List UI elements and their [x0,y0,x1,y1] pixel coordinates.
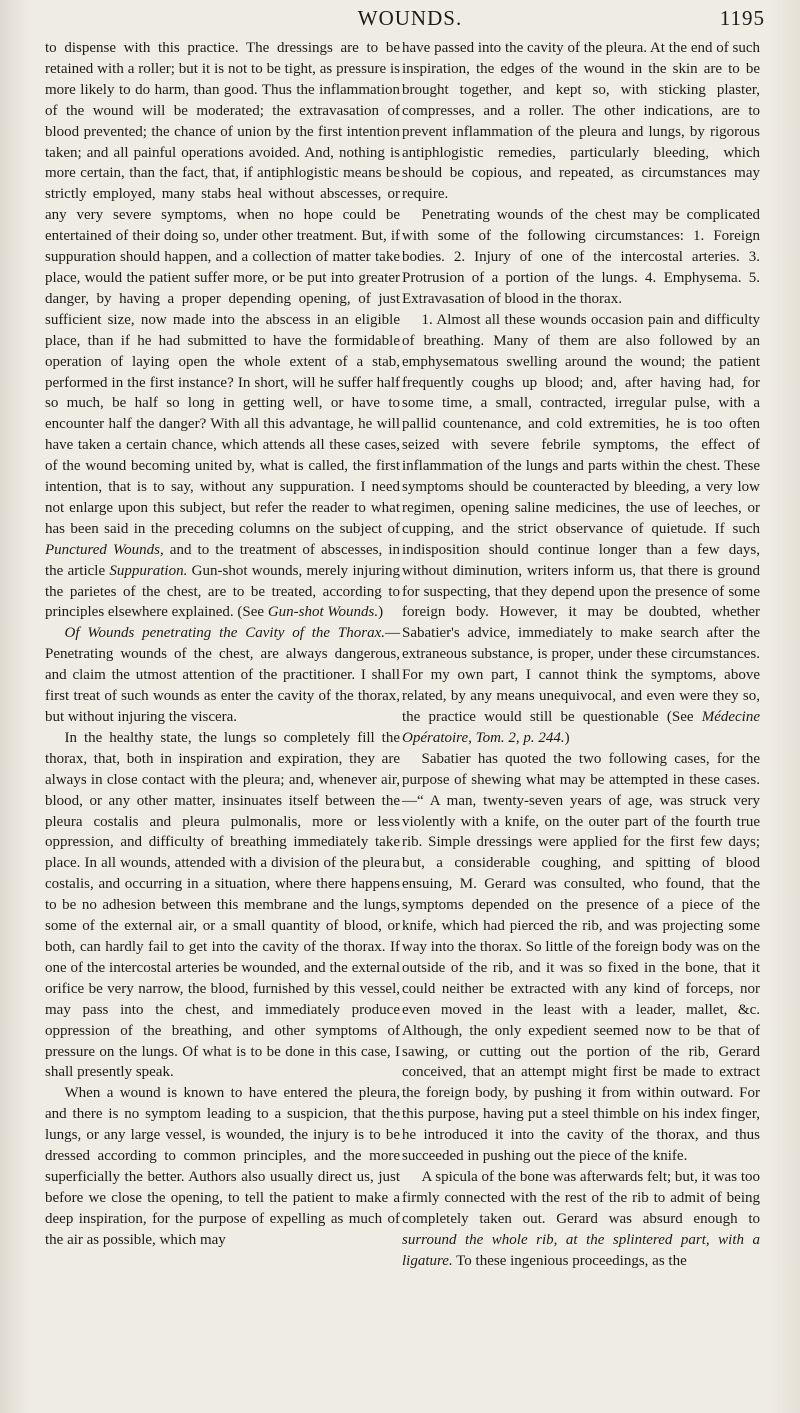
paragraph [402,310,760,749]
page-number: 1195 [719,6,765,30]
italic-run: Gun-shot Wounds. [267,604,379,621]
right-column [402,38,760,1271]
paragraph: Penetrating wounds of the chest may be complicated with some of the following circumstances: 1. Foreign bodies. 2. Injury of one of the intercostal arteries. 3. Protrusion of a portion of the lungs. 4. Emphysema. 5. Extravasation of blood in the thorax. [402,207,760,307]
text-run: A spicula of the bone was afterwards felt; but, it was too firmly connected with the rest of the rib to admit of being completely taken out. Gerard was absurd enough to [402,1168,760,1227]
text-run: ) [378,604,384,621]
text-run: ) [564,729,570,746]
text-run: Gun-shot wounds, merely injuring the parietes of the chest, are to be treated, according to principles elsewhere explained. (See [45,562,400,621]
paragraph: Sabatier has quoted the two following cases, for the purpose of shewing what may be attempted in these cases.—“ A man, twenty-seven years of age, was struck very violently with a knife, on the outer part of the fourth true rib. Simple dressings were applied for the first few days; but, a considerable coughing, and spitting of blood ensuing, M. Gerard was consulted, who found, that the symptoms depended on the presence of a piece of the knife, which had pierced the rib, and was projecting some way into the thorax. So little of the foreign body was on the outside of the rib, and it was so fixed in the bone, that it could neither be extracted with any kind of forceps, nor even moved in the least with a leader, mallet, &c. Although, the only expedient seemed now to be that of sawing, or cutting out the portion of the rib, Gerard conceived, that an attempt might first be made to extract the foreign body, by pushing it from within outward. For this purpose, having put a steel thimble on his index finger, he introduced it into the cavity of the thorax, and thus succeeded in pushing out the piece of the knife. [402,750,760,1165]
section-heading-paragraph [45,623,400,728]
paragraph: In the healthy state, the lungs so completely fill the thorax, that, both in inspiration and expiration, they are always in close contact with the pleura; and, whenever air, blood, or any other matter, insinuates itself between the pleura costalis and pleura pulmonalis, more or less oppression, and difficulty of breathing immediately take place. In all wounds, attended with a division of the pleura costalis, and occurring in a situation, where there happens to be no adhesion between this membrane and the lungs, some of the external air, or a small quantity of blood, or both, can hardly fail to get into the cavity of the thorax. If one of the intercostal arteries be wounded, and the external orifice be very narrow, the blood, furnished by this vessel, may pass into the chest, and immediately produce oppression of the breathing, and other symptoms of pressure on the lungs. Of what is to be done in this case, I shall presently speak. [45,729,400,1081]
left-column [45,38,400,1251]
paragraph [402,1167,760,1272]
text-run: To these ingenious proceedings, as the [452,1252,687,1269]
italic-run: Médecine Opératoire, Tom. 2, p. 244. [402,709,760,746]
italic-run: Suppuration. [109,562,188,579]
paragraph [45,38,400,623]
text-run: —Penetrating wounds of the chest, are always dangerous, and claim the utmost attention of the practitioner. I shall first treat of such wounds as enter the cavity of the thorax, but without injuring the viscera. [45,625,400,725]
running-head [55,6,765,38]
paragraph: have passed into the cavity of the pleura. At the end of such inspiration, the edges of the wound in the skin are to be brought together, and kept so, with sticking plaster, compresses, and a roller. The other indications, are to prevent inflammation of the pleura and lungs, by rigorous antiphlogistic remedies, particularly bleeding, which should be copious, and repeated, as circumstances may require. [402,40,760,203]
text-run: and to the treatment of abscesses, in the article [45,541,400,579]
text-run: to dispense with this practice. The dressings are to be retained with a roller; but it is not to be tight, as pressure is more likely to do harm, than good. Thus the inflammation of the wound will be moderated; the extravasation of blood prevented; the chance of union by the first intention taken; and all painful operations avoided. And, nothing is more certain, than the fact, that, if antiphlogistic means be strictly employed, many stabs heal without abscesses, or any very severe symptoms, when no hope could be entertained of their doing so, under other treatment. But, if suppuration should happen, and a collection of matter take place, would the patient suffer more, or be put into greater danger, by having a proper depending opening, of just sufficient size, now made into the abscess in an eligible place, than if he had submitted to have the formidable operation of laying open the whole extent of a stab, performed in the first instance? In short, will he suffer half so much, be half so long in getting well, or have to encounter half the danger? With all this advantage, he will have taken a certain chance, which attends all these cases, of the wound becoming united by, what is called, the first intention, that is to say, without any suppuration. I need not enlarge upon this subject, but refer the reader to what has been said in the preceding columns on the subject of [45,40,400,537]
running-title: WOUNDS. [357,6,463,30]
section-heading: Of Wounds penetrating the Cavity of the Thorax. [64,625,385,642]
paragraph: When a wound is known to have entered the pleura, and there is no symptom leading to a suspicion, that the lungs, or any large vessel, is wounded, the injury is to be dressed according to common principles, and the more superficially the better. Authors also usually direct us, just before we close the opening, to tell the patient to make a deep inspiration, for the purpose of expelling as much of the air as possible, which may [45,1085,400,1248]
italic-run: Punctured Wounds, [45,541,164,558]
italic-run: surround the whole rib, at the splintered part, with a ligature. [402,1231,760,1269]
text-run: 1. Almost all these wounds occasion pain and difficulty of breathing. Many of them are also followed by an emphysematous swelling around the wound; the patient frequently coughs up blood; and, after having had, for some time, a small, contracted, irregular pulse, with a pallid countenance, and cold extremities, he is too often seized with severe febrile symptoms, the effect of inflammation of the lungs and parts within the chest. These symptoms should be counteracted by bleeding, a very low regimen, opening saline medicines, the use of leeches, or cupping, and the strict observance of quietude. If such indisposition should continue longer than a few days, without diminution, writers inform us, that there is ground for suspecting, that they depend upon the presence of some foreign body. However, it may be doubted, whether Sabatier's advice, immediately to make search after the extraneous substance, is proper, under these circumstances. For my own part, I cannot think the symptoms, above related, by any means unequivocal, and even were they so, the practice would still be questionable (See [402,311,760,725]
